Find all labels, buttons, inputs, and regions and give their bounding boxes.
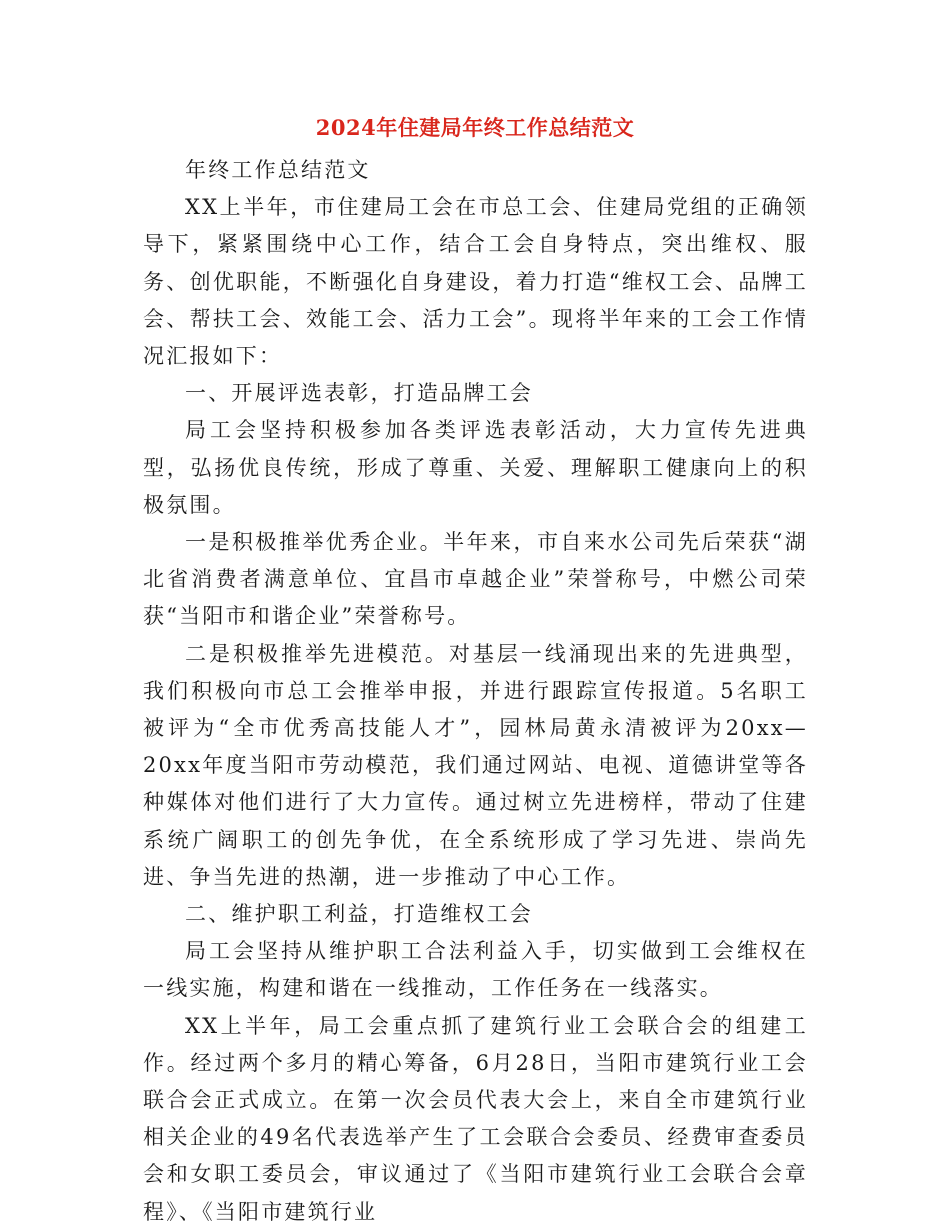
- document-title: 2024年住建局年终工作总结范文: [315, 115, 635, 140]
- paragraph: XX上半年，局工会重点抓了建筑行业工会联合会的组建工作。经过两个多月的精心筹备，6月28日，当阳市建筑行业工会联合会正式成立。在第一次会员代表大会上，来自全市建筑行业相关企业的49名代表选举产生了工会联合会委员、经费审查委员会和女职工委员会，审议通过了《当阳市建筑行业工会联合会章程》、《当阳市建筑行业: [143, 1013, 808, 1224]
- document-body: [143, 152, 808, 1231]
- paragraph-intro: XX上半年，市住建局工会在市总工会、住建局党组的正确领导下，紧紧围绕中心工作，结合工会自身特点，突出维权、服务、创优职能，不断强化自身建设，着力打造“维权工会、品牌工会、帮扶工会、效能工会、活力工会”。现将半年来的工会工作情况汇报如下：: [143, 195, 808, 369]
- paragraph: 局工会坚持从维护职工合法利益入手，切实做到工会维权在一线实施，构建和谐在一线推动，工作任务在一线落实。: [143, 939, 808, 1001]
- paragraph: 二是积极推举先进模范。对基层一线涌现出来的先进典型，我们积极向市总工会推举申报，并进行跟踪宣传报道。5名职工被评为“全市优秀高技能人才”，园林局黄永清被评为20xx—20xx年度当阳市劳动模范，我们通过网站、电视、道德讲堂等各种媒体对他们进行了大力宣传。通过树立先进榜样，带动了住建系统广阔职工的创先争优，在全系统形成了学习先进、崇尚先进、争当先进的热潮，进一步推动了中心工作。: [143, 641, 808, 889]
- section-heading-1: 一、开展评选表彰，打造品牌工会: [185, 381, 533, 406]
- paragraph-subtitle: 年终工作总结范文: [185, 158, 371, 182]
- section-heading-2: 二、维护职工利益，打造维权工会: [185, 902, 533, 927]
- paragraph: 局工会坚持积极参加各类评选表彰活动，大力宣传先进典型，弘扬优良传统，形成了尊重、关爱、理解职工健康向上的积极氛围。: [143, 418, 808, 517]
- paragraph: 一是积极推举优秀企业。半年来，市自来水公司先后荣获“湖北省消费者满意单位、宜昌市卓越企业”荣誉称号，中燃公司荣获“当阳市和谐企业”荣誉称号。: [143, 530, 808, 629]
